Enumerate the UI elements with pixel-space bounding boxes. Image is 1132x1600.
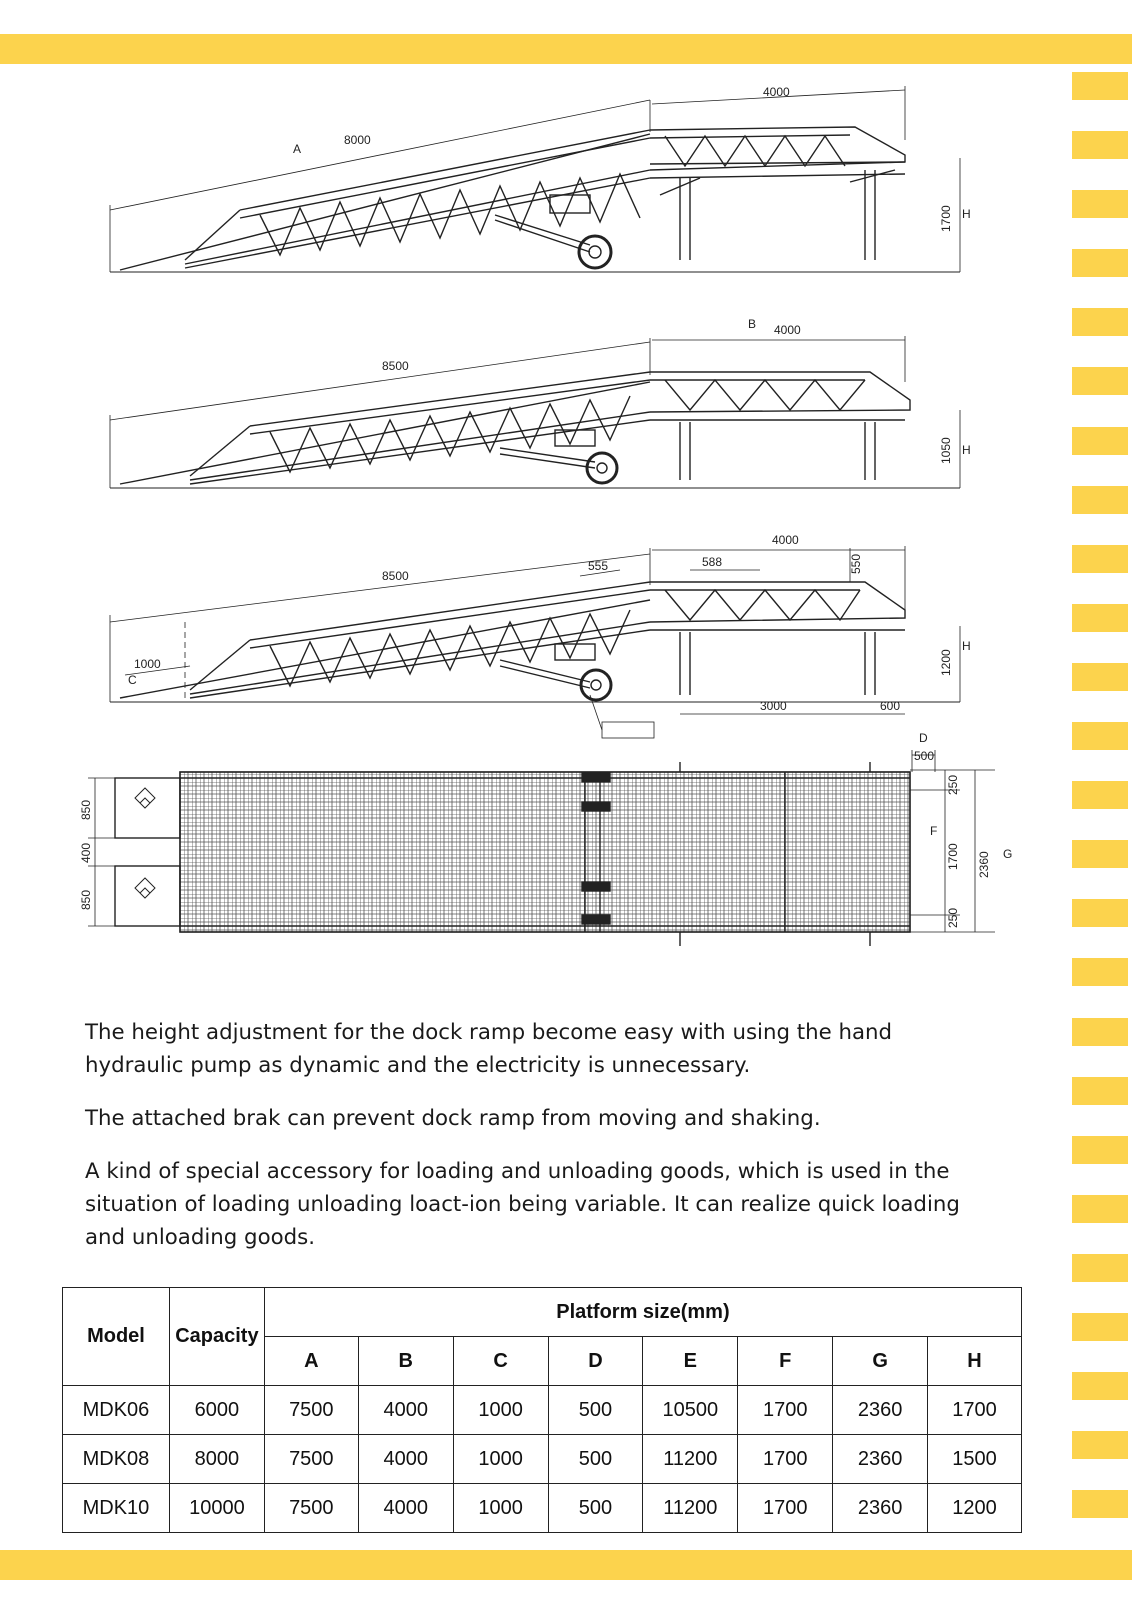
dim-label-a: A — [293, 142, 302, 156]
side-yellow-strip — [1072, 72, 1128, 1549]
header-f: F — [738, 1337, 833, 1386]
dim-400: 400 — [79, 842, 93, 863]
top-yellow-band — [0, 34, 1132, 64]
cell-b: 4000 — [358, 1484, 453, 1533]
dim-555: 555 — [588, 559, 609, 573]
table-row — [63, 1435, 1022, 1484]
dim-label-f: F — [930, 824, 938, 838]
cell-e: 10500 — [643, 1386, 738, 1435]
dim-850-top: 850 — [79, 799, 93, 820]
cell-f: 1700 — [738, 1386, 833, 1435]
dim-600: 600 — [880, 699, 901, 713]
technical-drawings — [0, 70, 1060, 970]
dim-850-bottom: 850 — [79, 889, 93, 910]
cell-c: 1000 — [453, 1484, 548, 1533]
cell-e: 11200 — [643, 1484, 738, 1533]
cell-d: 500 — [548, 1386, 643, 1435]
dim-2360: 2360 — [977, 851, 991, 878]
dim-length-3: 8500 — [382, 569, 409, 583]
table-row — [63, 1386, 1022, 1435]
description-text — [85, 1016, 985, 1274]
cell-model: MDK06 — [63, 1386, 170, 1435]
cell-h: 1700 — [928, 1386, 1022, 1435]
paragraph-3: A kind of special accessory for loading and unloading goods, which is used in the situation of loading unloading loact-ion being variable. It can realize quick loading and unloading goods. — [85, 1159, 960, 1250]
dim-length-2: 8500 — [382, 359, 409, 373]
header-d: D — [548, 1337, 643, 1386]
header-a: A — [264, 1337, 358, 1386]
header-b: B — [358, 1337, 453, 1386]
cell-capacity: 8000 — [169, 1435, 264, 1484]
dim-1700: 1700 — [946, 843, 960, 870]
dim-250-bottom: 250 — [946, 907, 960, 928]
cell-d: 500 — [548, 1435, 643, 1484]
dim-height-1: 1700 — [939, 205, 953, 232]
cell-g: 2360 — [833, 1484, 928, 1533]
paragraph-2: The attached brak can prevent dock ramp from moving and shaking. — [85, 1106, 821, 1131]
table-row — [63, 1484, 1022, 1533]
header-e: E — [643, 1337, 738, 1386]
ramp-side-view-2 — [110, 336, 960, 488]
cell-g: 2360 — [833, 1386, 928, 1435]
dim-500: 500 — [914, 749, 935, 763]
cell-capacity: 10000 — [169, 1484, 264, 1533]
dim-250-top: 250 — [946, 774, 960, 795]
ramp-plan-view — [88, 750, 995, 946]
cell-h: 1500 — [928, 1435, 1022, 1484]
header-g: G — [833, 1337, 928, 1386]
dim-label-g: G — [1003, 847, 1013, 861]
cell-h: 1200 — [928, 1484, 1022, 1533]
header-capacity: Capacity — [169, 1288, 264, 1386]
header-platform-size: Platform size(mm) — [264, 1288, 1021, 1337]
dim-height-2: 1050 — [939, 437, 953, 464]
dim-588: 588 — [702, 555, 723, 569]
cell-a: 7500 — [264, 1484, 358, 1533]
ramp-side-view-3 — [110, 546, 960, 738]
bottom-yellow-band — [0, 1550, 1132, 1580]
dim-3000: 3000 — [760, 699, 787, 713]
dim-top-length-3: 4000 — [772, 533, 799, 547]
cell-model: MDK10 — [63, 1484, 170, 1533]
cell-g: 2360 — [833, 1435, 928, 1484]
dim-1000: 1000 — [134, 657, 161, 671]
cell-a: 7500 — [264, 1386, 358, 1435]
header-h: H — [928, 1337, 1022, 1386]
dim-h-3: H — [962, 639, 971, 653]
cell-c: 1000 — [453, 1386, 548, 1435]
cell-f: 1700 — [738, 1435, 833, 1484]
cell-f: 1700 — [738, 1484, 833, 1533]
cell-a: 7500 — [264, 1435, 358, 1484]
header-c: C — [453, 1337, 548, 1386]
dim-top-length-2: 4000 — [774, 323, 801, 337]
dim-550: 550 — [849, 553, 863, 574]
dim-top-length-1: 4000 — [763, 85, 790, 99]
dim-length-1: 8000 — [344, 133, 371, 147]
cell-d: 500 — [548, 1484, 643, 1533]
dim-height-3: 1200 — [939, 649, 953, 676]
cell-b: 4000 — [358, 1435, 453, 1484]
dim-label-b: B — [748, 317, 757, 331]
cell-e: 11200 — [643, 1435, 738, 1484]
cell-capacity: 6000 — [169, 1386, 264, 1435]
dim-h-1: H — [962, 207, 971, 221]
cell-b: 4000 — [358, 1386, 453, 1435]
header-model: Model — [63, 1288, 170, 1386]
dim-label-d: D — [919, 731, 928, 745]
cell-c: 1000 — [453, 1435, 548, 1484]
cell-model: MDK08 — [63, 1435, 170, 1484]
specification-table — [62, 1287, 1022, 1533]
ramp-side-view-1 — [110, 86, 960, 272]
dim-h-2: H — [962, 443, 971, 457]
paragraph-1: The height adjustment for the dock ramp become easy with using the hand hydraulic pump as dynamic and the electricity is unnecessary. — [85, 1020, 893, 1078]
dim-label-c: C — [128, 673, 137, 687]
